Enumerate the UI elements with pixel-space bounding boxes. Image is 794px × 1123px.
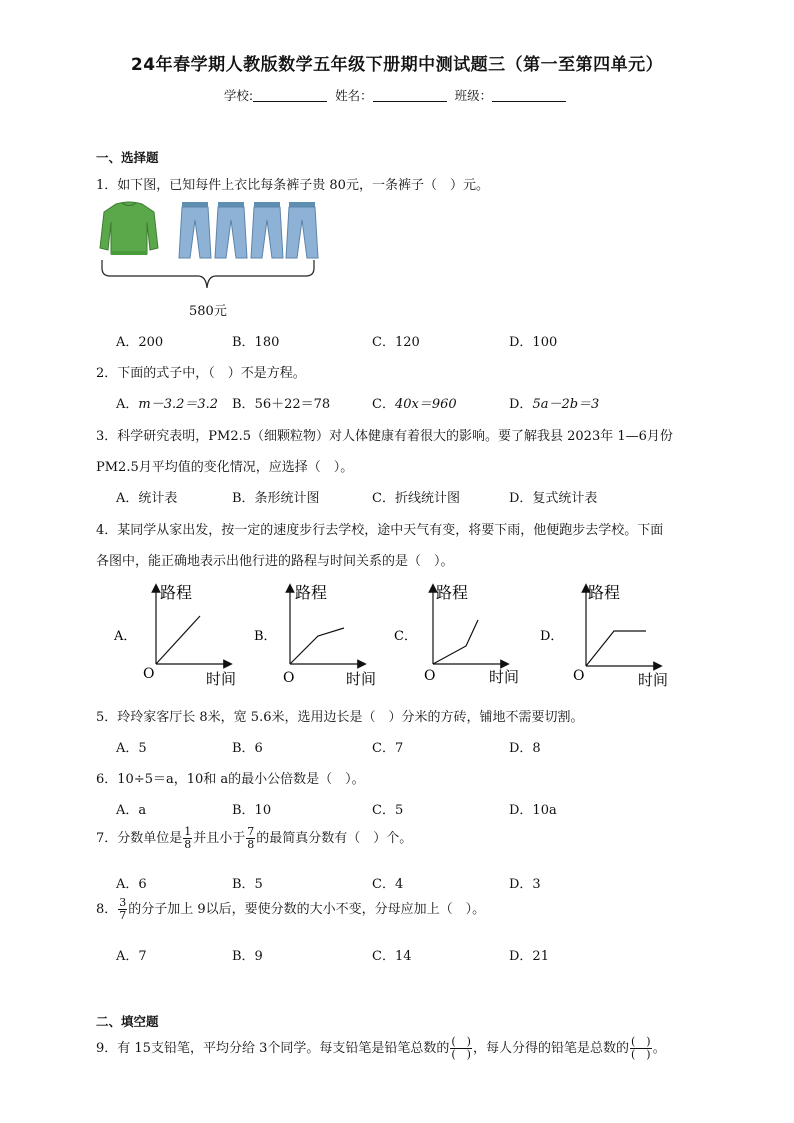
q5-option-a[interactable]: A．5 (116, 741, 147, 756)
q5-option-c[interactable]: C．7 (372, 741, 404, 756)
q9-text-1: 9．有 15支铅笔，平均分给 3个同学。每支铅笔是铅笔总数的 (96, 1041, 450, 1056)
q2-option-c-label: C． (372, 397, 395, 412)
q3-option-b[interactable]: B．条形统计图 (232, 491, 320, 506)
graph-d-x-label: 时间 (638, 671, 669, 689)
q7-text-2: 并且小于 (193, 831, 246, 846)
q2-equation-a: m－3.2＝3.2 (138, 397, 219, 412)
q2-option-b[interactable] (232, 393, 330, 412)
q5-option-d[interactable]: D．8 (509, 741, 541, 756)
q1-option-c[interactable]: C．120 (372, 335, 420, 350)
graph-b-y-label: 路程 (295, 583, 328, 602)
q6-option-b[interactable]: B．10 (232, 803, 272, 818)
q2-equation-c: 40x＝960 (394, 397, 457, 412)
graph-a-y-label: 路程 (160, 583, 193, 602)
name-label: 姓名： (335, 88, 373, 103)
graph-b[interactable] (254, 583, 376, 688)
q2-option-a-label: A． (116, 397, 139, 412)
graph-b-origin: O (283, 670, 295, 686)
q7-f1-numerator: 1 (184, 825, 192, 838)
question-3-line-1: 3．科学研究表明，PM2.5（细颗粒物）对人体健康有着很大的影响。要了解我县 2023年 1—6月份 (96, 429, 673, 444)
pants-icon (286, 202, 318, 258)
q9-blank-2-numerator[interactable]: ( ) (630, 1035, 651, 1048)
q9-blank-1-numerator[interactable]: ( ) (451, 1035, 471, 1048)
graph-a-line (156, 616, 200, 664)
graph-b-line (290, 628, 344, 664)
q3-option-d[interactable]: D．复式统计表 (509, 491, 598, 506)
question-4-line-1: 4．某同学从家出发，按一定的速度步行去学校，途中天气有变，将要下雨，他便跑步去学校。下面 (96, 523, 664, 538)
question-3-line-2: PM2.5月平均值的变化情况，应选择（ ）。 (96, 460, 354, 475)
graph-c-label: C． (394, 629, 417, 644)
q1-total-label: 580元 (189, 304, 227, 319)
q9-text-2: ，每人分得的铅笔是总数的 (472, 1041, 629, 1056)
graph-a-x-label: 时间 (206, 670, 237, 688)
q7-f2-numerator: 7 (247, 825, 255, 838)
q7-f1-denominator: 8 (184, 838, 192, 851)
question-4-line-2: 各图中，能正确地表示出他行进的路程与时间关系的是（ ）。 (96, 554, 454, 569)
question-1: 1．如下图，已知每件上衣比每条裤子贵 80元，一条裤子（ ）元。 (96, 178, 489, 193)
graph-c-origin: O (424, 668, 436, 684)
total-brace (102, 260, 314, 288)
q2-option-c[interactable] (372, 393, 457, 412)
q7-option-c[interactable]: C．4 (372, 877, 404, 892)
q2-equation-d: 5a－2b＝3 (532, 397, 600, 412)
q8-option-b[interactable]: B．9 (232, 949, 263, 964)
q2-equation-b: 56＋22＝78 (254, 397, 331, 412)
q9-fraction-blank-1[interactable] (450, 1036, 472, 1061)
student-info (0, 86, 794, 104)
graph-b-x-label: 时间 (346, 670, 377, 688)
graph-b-label: B． (254, 629, 277, 644)
q6-option-a[interactable]: A．a (116, 803, 147, 818)
section-choice-title: 一、选择题 (96, 150, 159, 165)
q7-option-a[interactable]: A．6 (116, 877, 147, 892)
question-7 (96, 826, 412, 851)
graph-c-y-label: 路程 (436, 583, 469, 602)
q7-text-3: 的最简真分数有（ ）个。 (256, 831, 413, 846)
q8-numerator: 3 (119, 896, 127, 909)
graph-a[interactable] (113, 583, 236, 688)
question-2: 2．下面的式子中，（ ）不是方程。 (96, 366, 306, 381)
q7-option-d[interactable]: D．3 (509, 877, 541, 892)
q9-blank-1-denominator[interactable]: ( ) (451, 1048, 471, 1061)
graph-c-x-label: 时间 (489, 668, 520, 686)
q4-graphs (100, 578, 690, 690)
graph-d-label: D． (540, 629, 564, 644)
sweater-icon (100, 202, 158, 255)
graph-a-label: A． (114, 629, 137, 644)
class-blank[interactable] (492, 89, 566, 102)
q1-option-b[interactable]: B．180 (232, 335, 280, 350)
school-label: 学校: (223, 88, 254, 103)
q3-option-a[interactable]: A．统计表 (116, 491, 178, 506)
q8-option-a[interactable]: A．7 (116, 949, 147, 964)
question-5: 5．玲玲家客厅长 8米，宽 5.6米，选用边长是（ ）分米的方砖，铺地不需要切割。 (96, 710, 584, 725)
q7-fraction-bound (246, 826, 255, 851)
graph-d-origin: O (573, 668, 585, 684)
q9-fraction-blank-2[interactable] (630, 1036, 652, 1061)
q1-option-a[interactable]: A．200 (116, 335, 164, 350)
question-9 (96, 1036, 666, 1061)
q2-option-a[interactable] (116, 393, 218, 412)
q2-option-d-label: D． (509, 397, 533, 412)
q7-f2-denominator: 8 (247, 838, 255, 851)
q6-option-c[interactable]: C．5 (372, 803, 404, 818)
pants-icon (215, 202, 247, 258)
pants-icon (179, 202, 211, 258)
q8-option-d[interactable]: D．21 (509, 949, 549, 964)
graph-c[interactable] (394, 583, 519, 686)
q1-option-d[interactable]: D．100 (509, 335, 558, 350)
q8-denominator: 7 (119, 909, 127, 922)
question-6: 6．10÷5＝a，10和 a的最小公倍数是（ ）。 (96, 772, 365, 787)
q8-option-c[interactable]: C．14 (372, 949, 412, 964)
q3-option-c[interactable]: C．折线统计图 (372, 491, 460, 506)
school-blank[interactable] (253, 89, 327, 102)
name-blank[interactable] (373, 89, 447, 102)
graph-d-y-label: 路程 (588, 583, 621, 602)
question-8 (96, 897, 485, 922)
page-title: 24年春学期人教版数学五年级下册期中测试题三（第一至第四单元） (130, 55, 664, 75)
graph-c-line (433, 620, 478, 664)
q9-text-3: 。 (652, 1041, 666, 1056)
pants-icon (251, 202, 283, 258)
q8-text-2: 的分子加上 9以后，要使分数的大小不变，分母应加上（ ）。 (128, 902, 486, 917)
q7-text-1: 7．分数单位是 (96, 831, 183, 846)
section-fill-title: 二、填空题 (96, 1014, 159, 1029)
graph-a-origin: O (143, 666, 155, 682)
class-label: 班级： (454, 88, 493, 103)
q7-option-b[interactable]: B．5 (232, 877, 263, 892)
q8-fraction (118, 897, 127, 922)
graph-d[interactable] (540, 583, 668, 689)
q8-text-1: 8． (96, 902, 118, 917)
q2-option-b-label: B． (232, 397, 255, 412)
q7-fraction-unit (183, 826, 192, 851)
graph-d-line (586, 631, 646, 666)
q2-option-d[interactable] (509, 393, 599, 412)
q9-blank-2-denominator[interactable]: ( ) (630, 1048, 651, 1061)
q6-option-d[interactable]: D．10a (509, 803, 557, 818)
q5-option-b[interactable]: B．6 (232, 741, 263, 756)
